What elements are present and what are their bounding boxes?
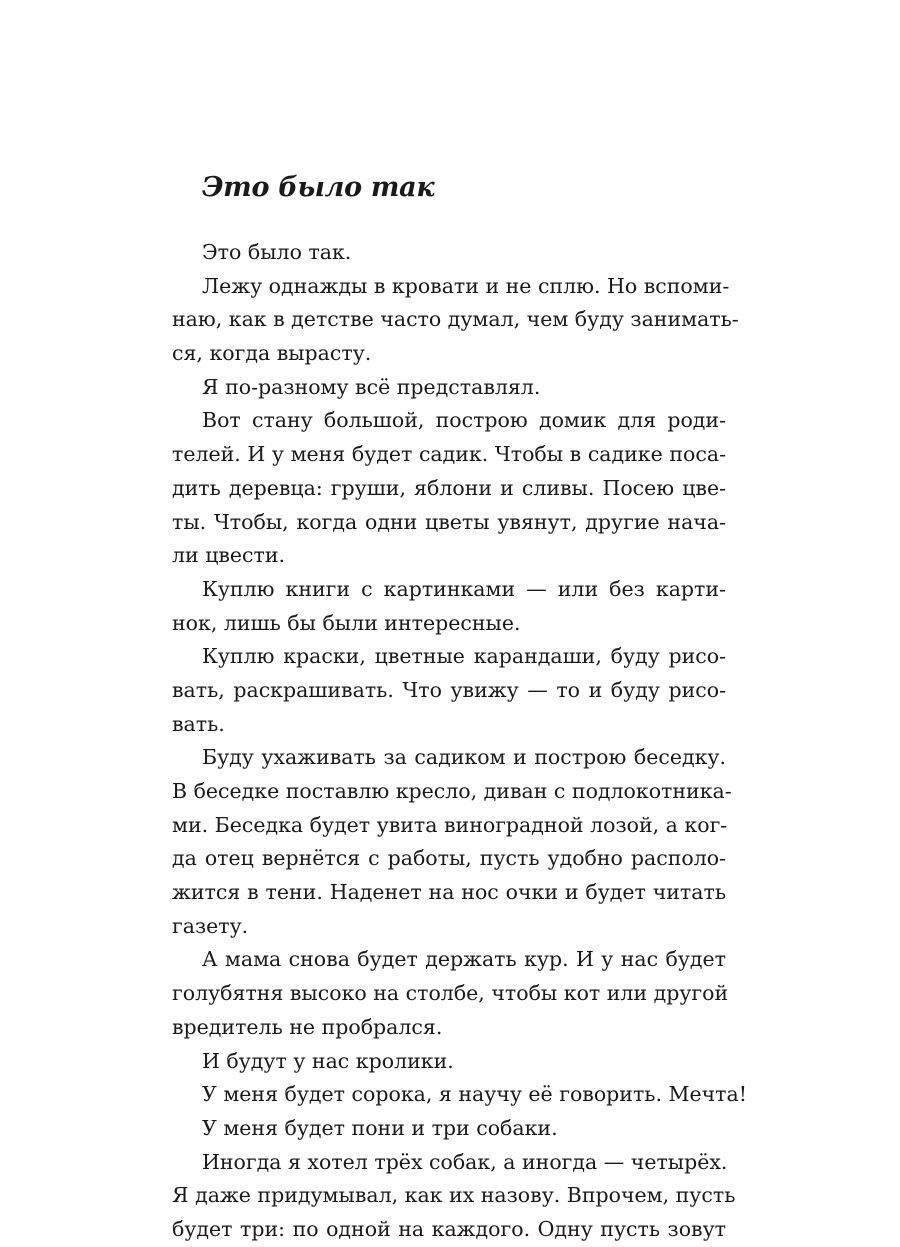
text-line: телей. И у меня будет садик. Чтобы в садике поса-: [172, 442, 726, 467]
text-line: будет три: по одной на каждого. Одну пусть зовут: [172, 1216, 726, 1241]
text-line: Вот стану большой, построю домик для роди-: [202, 408, 726, 433]
text-line: вать, раскрашивать. Что увижу — то и буду рисо-: [172, 677, 726, 702]
text-line: Куплю краски, цветные карандаши, буду рисо-: [202, 644, 726, 669]
chapter-body-text: [172, 236, 756, 1247]
text-line: Я даже придумывал, как их назову. Впрочем, пусть: [172, 1183, 736, 1208]
text-line: Куплю книги с картинками — или без карти-: [202, 576, 726, 601]
text-line: У меня будет пони и три собаки.: [202, 1115, 558, 1140]
text-line: В беседке поставлю кресло, диван с подлокотника-: [172, 779, 732, 803]
text-line: ся, когда вырасту.: [172, 341, 372, 366]
text-line: А мама снова будет держать кур. И у нас будет: [202, 947, 726, 972]
text-line: Буду ухаживать за садиком и построю беседку.: [202, 745, 726, 770]
text-line: И будут у нас кролики.: [202, 1048, 454, 1073]
text-line: Лежу однажды в кровати и не сплю. Но вспоми-: [202, 273, 730, 298]
text-line: ли цвести.: [172, 543, 286, 568]
text-line: вать.: [172, 711, 225, 736]
text-line: Иногда я хотел трёх собак, а иногда — четырёх.: [202, 1149, 728, 1174]
text-line: газету.: [172, 913, 249, 938]
text-line: ты. Чтобы, когда одни цветы увянут, другие нача-: [172, 509, 726, 534]
text-line: дить деревца: груши, яблони и сливы. Посею цве-: [172, 475, 726, 500]
text-line: наю, как в детстве часто думал, чем буду занимать-: [172, 307, 739, 332]
text-line: Я по-разному всё представлял.: [202, 374, 541, 399]
text-line: жится в тени. Наденет на нос очки и будет читать: [172, 880, 726, 905]
text-line: вредитель не пробрался.: [172, 1014, 443, 1039]
text-line: У меня будет сорока, я научу её говорить. Мечта!: [202, 1082, 747, 1107]
chapter-title: Это было так: [202, 172, 435, 203]
text-line: голубятня высоко на столбе, чтобы кот или другой: [172, 981, 729, 1006]
text-line: да отец вернётся с работы, пусть удобно располо-: [172, 846, 726, 871]
text-line: ми. Беседка будет увита виноградной лозой, а ког-: [172, 812, 728, 837]
text-line: нок, лишь бы были интересные.: [172, 610, 521, 635]
text-line: Это было так.: [202, 240, 352, 264]
